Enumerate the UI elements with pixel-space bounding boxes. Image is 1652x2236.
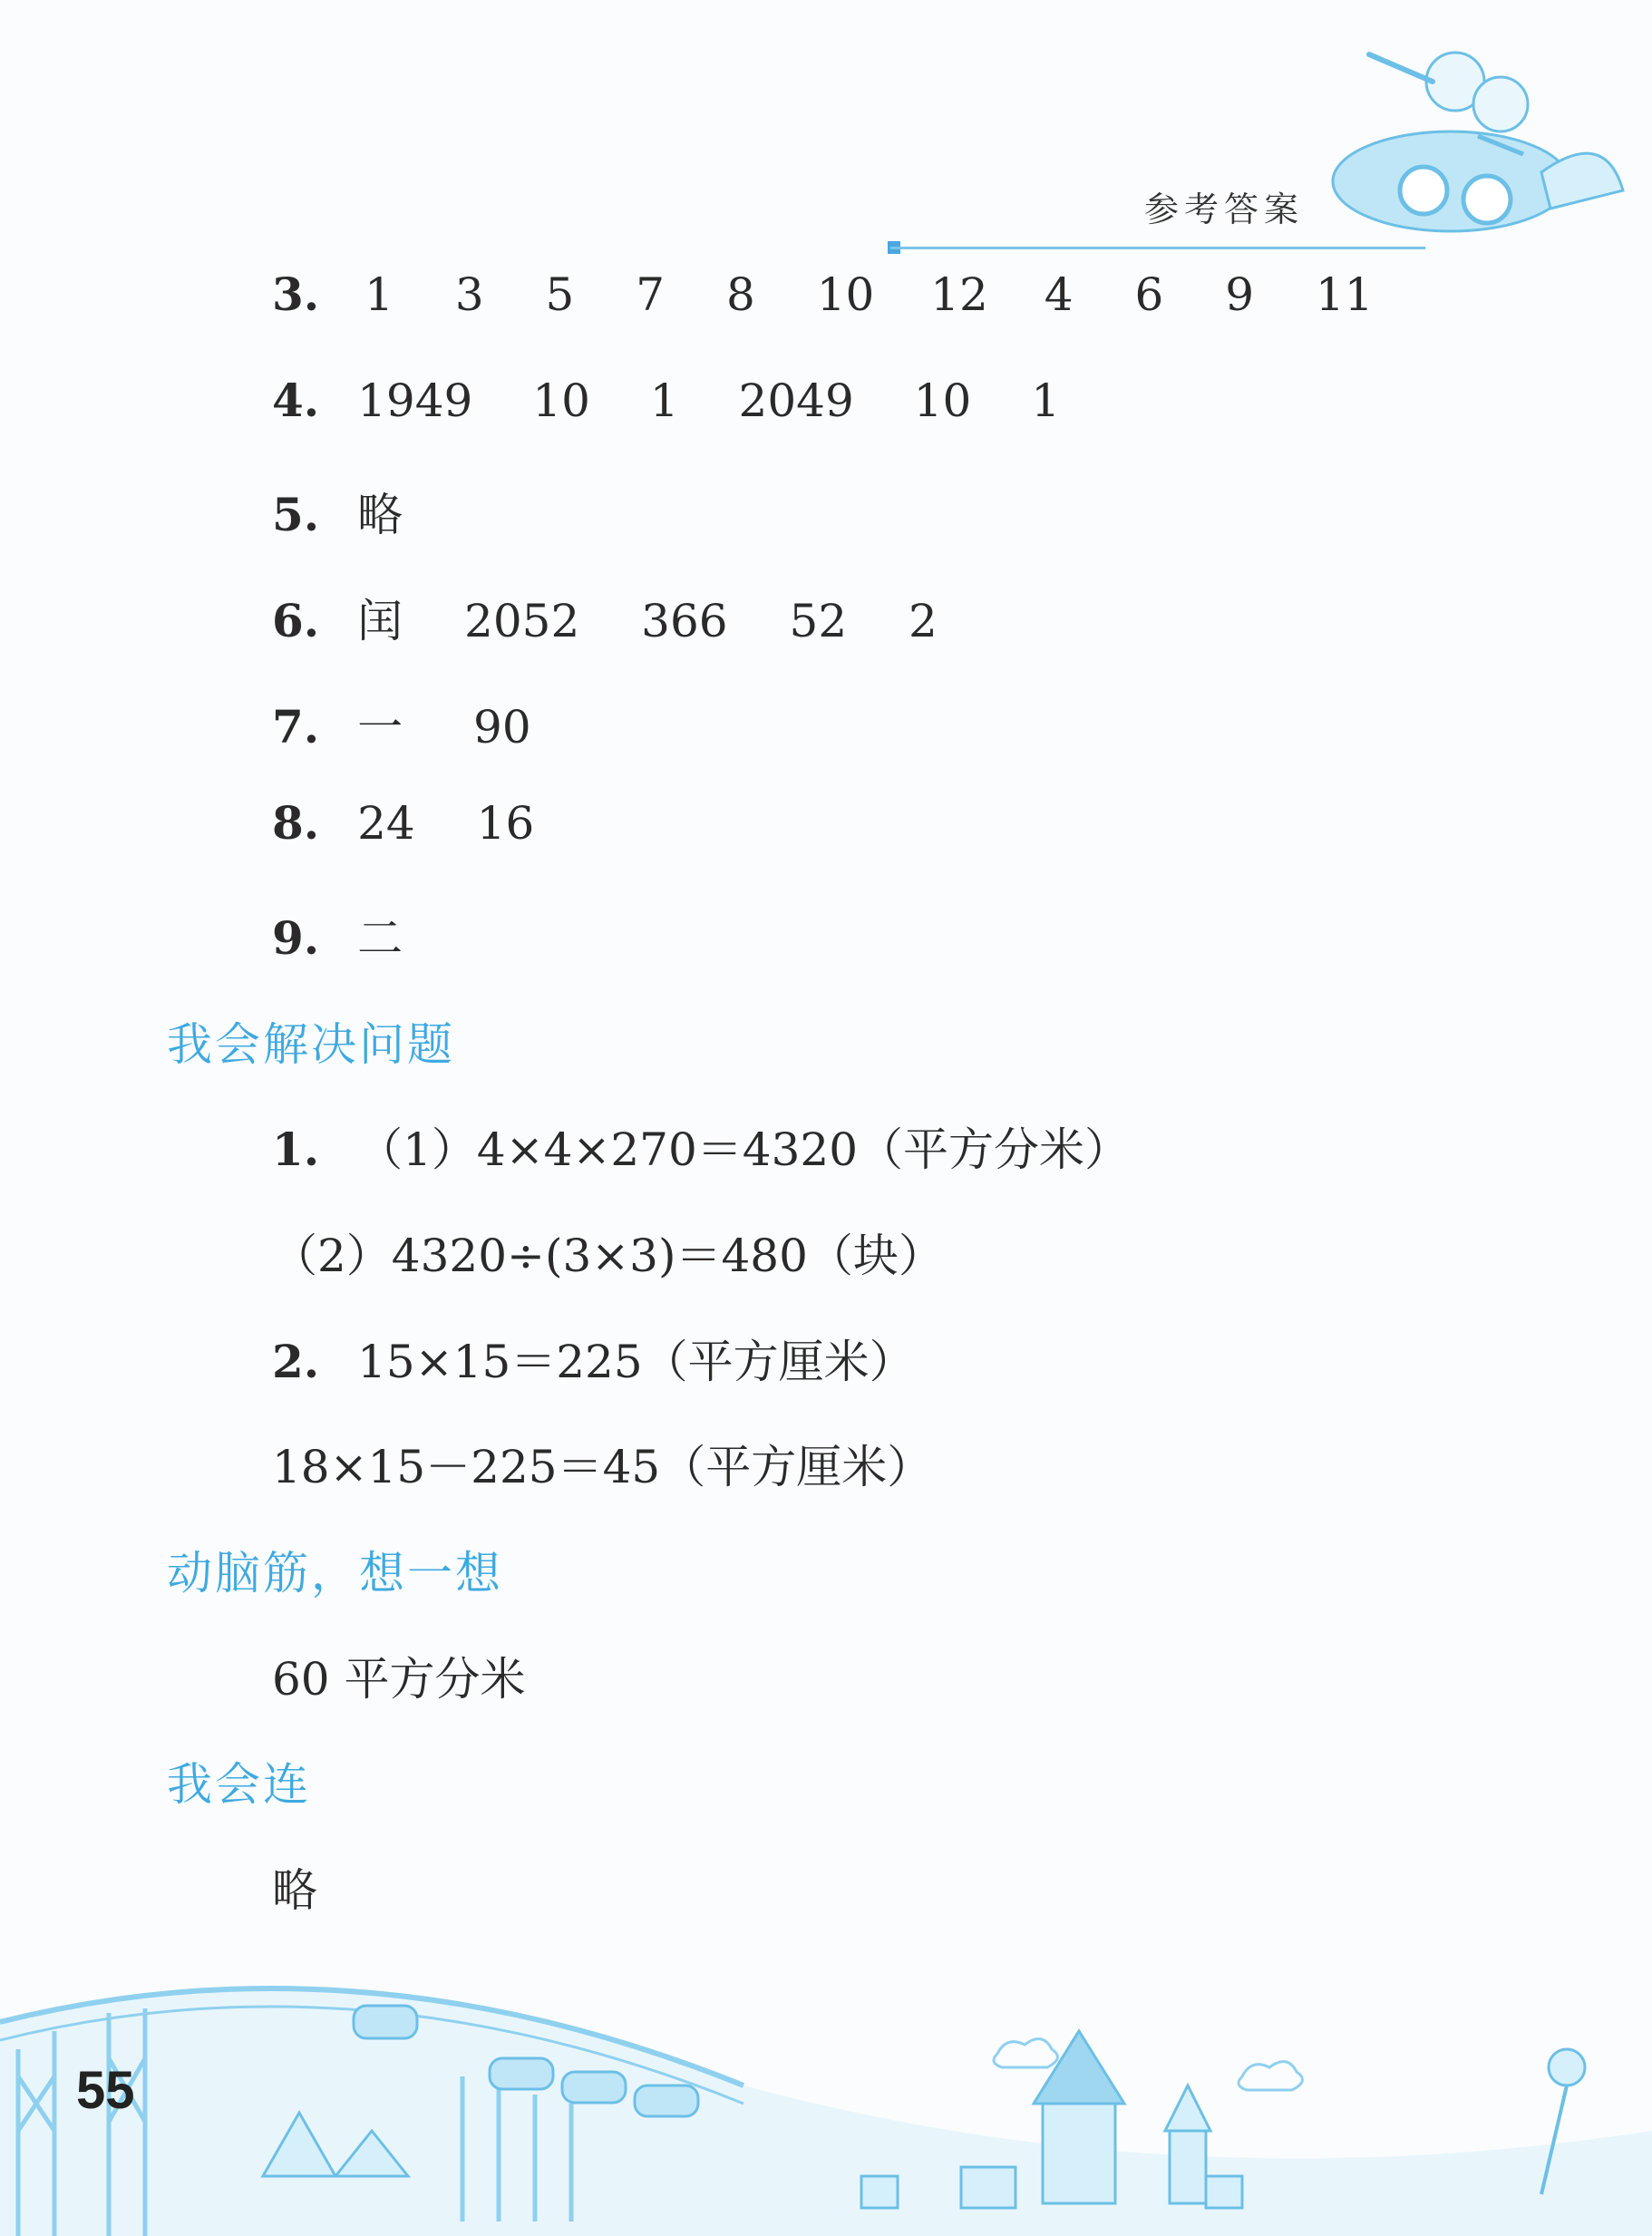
answer-3 bbox=[272, 267, 1374, 321]
think-answer: 60 平方分米 bbox=[272, 1653, 526, 1706]
question-number: 1. bbox=[272, 1123, 320, 1176]
answer-value: 7 bbox=[636, 268, 666, 321]
question-number: 2. bbox=[272, 1335, 320, 1388]
solve-q1-part2-text: （2）4320÷(3×3)＝480（块） bbox=[272, 1230, 944, 1282]
solve-q2-line2-text: 18×15－225＝45（平方厘米） bbox=[272, 1441, 933, 1493]
answer-7 bbox=[272, 691, 531, 756]
answer-value: 1949 bbox=[357, 374, 473, 427]
answer-8 bbox=[272, 796, 534, 850]
answer-value: 6 bbox=[1134, 268, 1164, 321]
answer-value: 5 bbox=[545, 268, 575, 321]
amusement-park-illustration bbox=[0, 1949, 1652, 2236]
answer-number: 6. bbox=[272, 594, 320, 647]
answer-9 bbox=[272, 902, 403, 967]
answer-number: 8. bbox=[272, 796, 320, 850]
answer-value: 1 bbox=[649, 374, 679, 427]
section-title-solve: 我会解决问题 bbox=[167, 1018, 455, 1071]
answer-value: 366 bbox=[641, 595, 728, 647]
solve-q1-part1-text: （1）4×4×270＝4320（平方分米） bbox=[357, 1123, 1131, 1176]
answer-number: 4. bbox=[272, 374, 320, 427]
answer-4 bbox=[272, 374, 1060, 427]
answer-value: 10 bbox=[532, 374, 590, 427]
answer-value: 16 bbox=[476, 797, 535, 850]
connect-answer: 略 bbox=[272, 1864, 317, 1917]
answer-value: 9 bbox=[1225, 268, 1255, 321]
answer-value: 2 bbox=[909, 595, 938, 647]
answer-value: 3 bbox=[454, 268, 484, 321]
answer-number: 5. bbox=[272, 488, 320, 541]
answer-value: 52 bbox=[789, 595, 848, 647]
answer-value: 90 bbox=[473, 701, 531, 753]
answer-value: 12 bbox=[930, 268, 988, 321]
answer-value: 4 bbox=[1044, 268, 1074, 321]
answer-value: 2052 bbox=[464, 595, 580, 647]
solve-q2-line2 bbox=[272, 1431, 932, 1496]
header-title: 参考答案 bbox=[1144, 190, 1305, 229]
section-title-connect: 我会连 bbox=[167, 1758, 311, 1811]
answer-5 bbox=[272, 479, 403, 544]
answer-value: 二 bbox=[357, 912, 403, 965]
answer-value: 11 bbox=[1315, 268, 1374, 321]
answer-value: 24 bbox=[357, 797, 415, 850]
answer-6 bbox=[272, 585, 938, 650]
answer-value: 1 bbox=[364, 268, 394, 321]
answer-value: 1 bbox=[1031, 374, 1061, 427]
solve-q2-line1-text: 15×15＝225（平方厘米） bbox=[357, 1336, 915, 1388]
answer-value: 10 bbox=[913, 374, 972, 427]
page-number: 55 bbox=[76, 2061, 135, 2120]
header-rule bbox=[890, 247, 1425, 249]
answer-number: 3. bbox=[272, 267, 320, 321]
answer-value: 2049 bbox=[738, 374, 854, 427]
solve-q1-part1 bbox=[272, 1113, 1130, 1179]
answer-value: 10 bbox=[816, 268, 875, 321]
answer-value: 略 bbox=[357, 489, 403, 541]
solve-q2-line1 bbox=[272, 1326, 915, 1391]
answer-value: 一 bbox=[357, 701, 403, 753]
answer-value: 闰 bbox=[357, 595, 403, 647]
answer-number: 7. bbox=[272, 700, 320, 753]
section-title-think: 动脑筋，想一想 bbox=[167, 1547, 503, 1599]
answer-number: 9. bbox=[272, 911, 320, 965]
answer-value: 8 bbox=[725, 268, 755, 321]
mascot-illustration bbox=[1315, 18, 1641, 272]
solve-q1-part2 bbox=[272, 1220, 944, 1285]
